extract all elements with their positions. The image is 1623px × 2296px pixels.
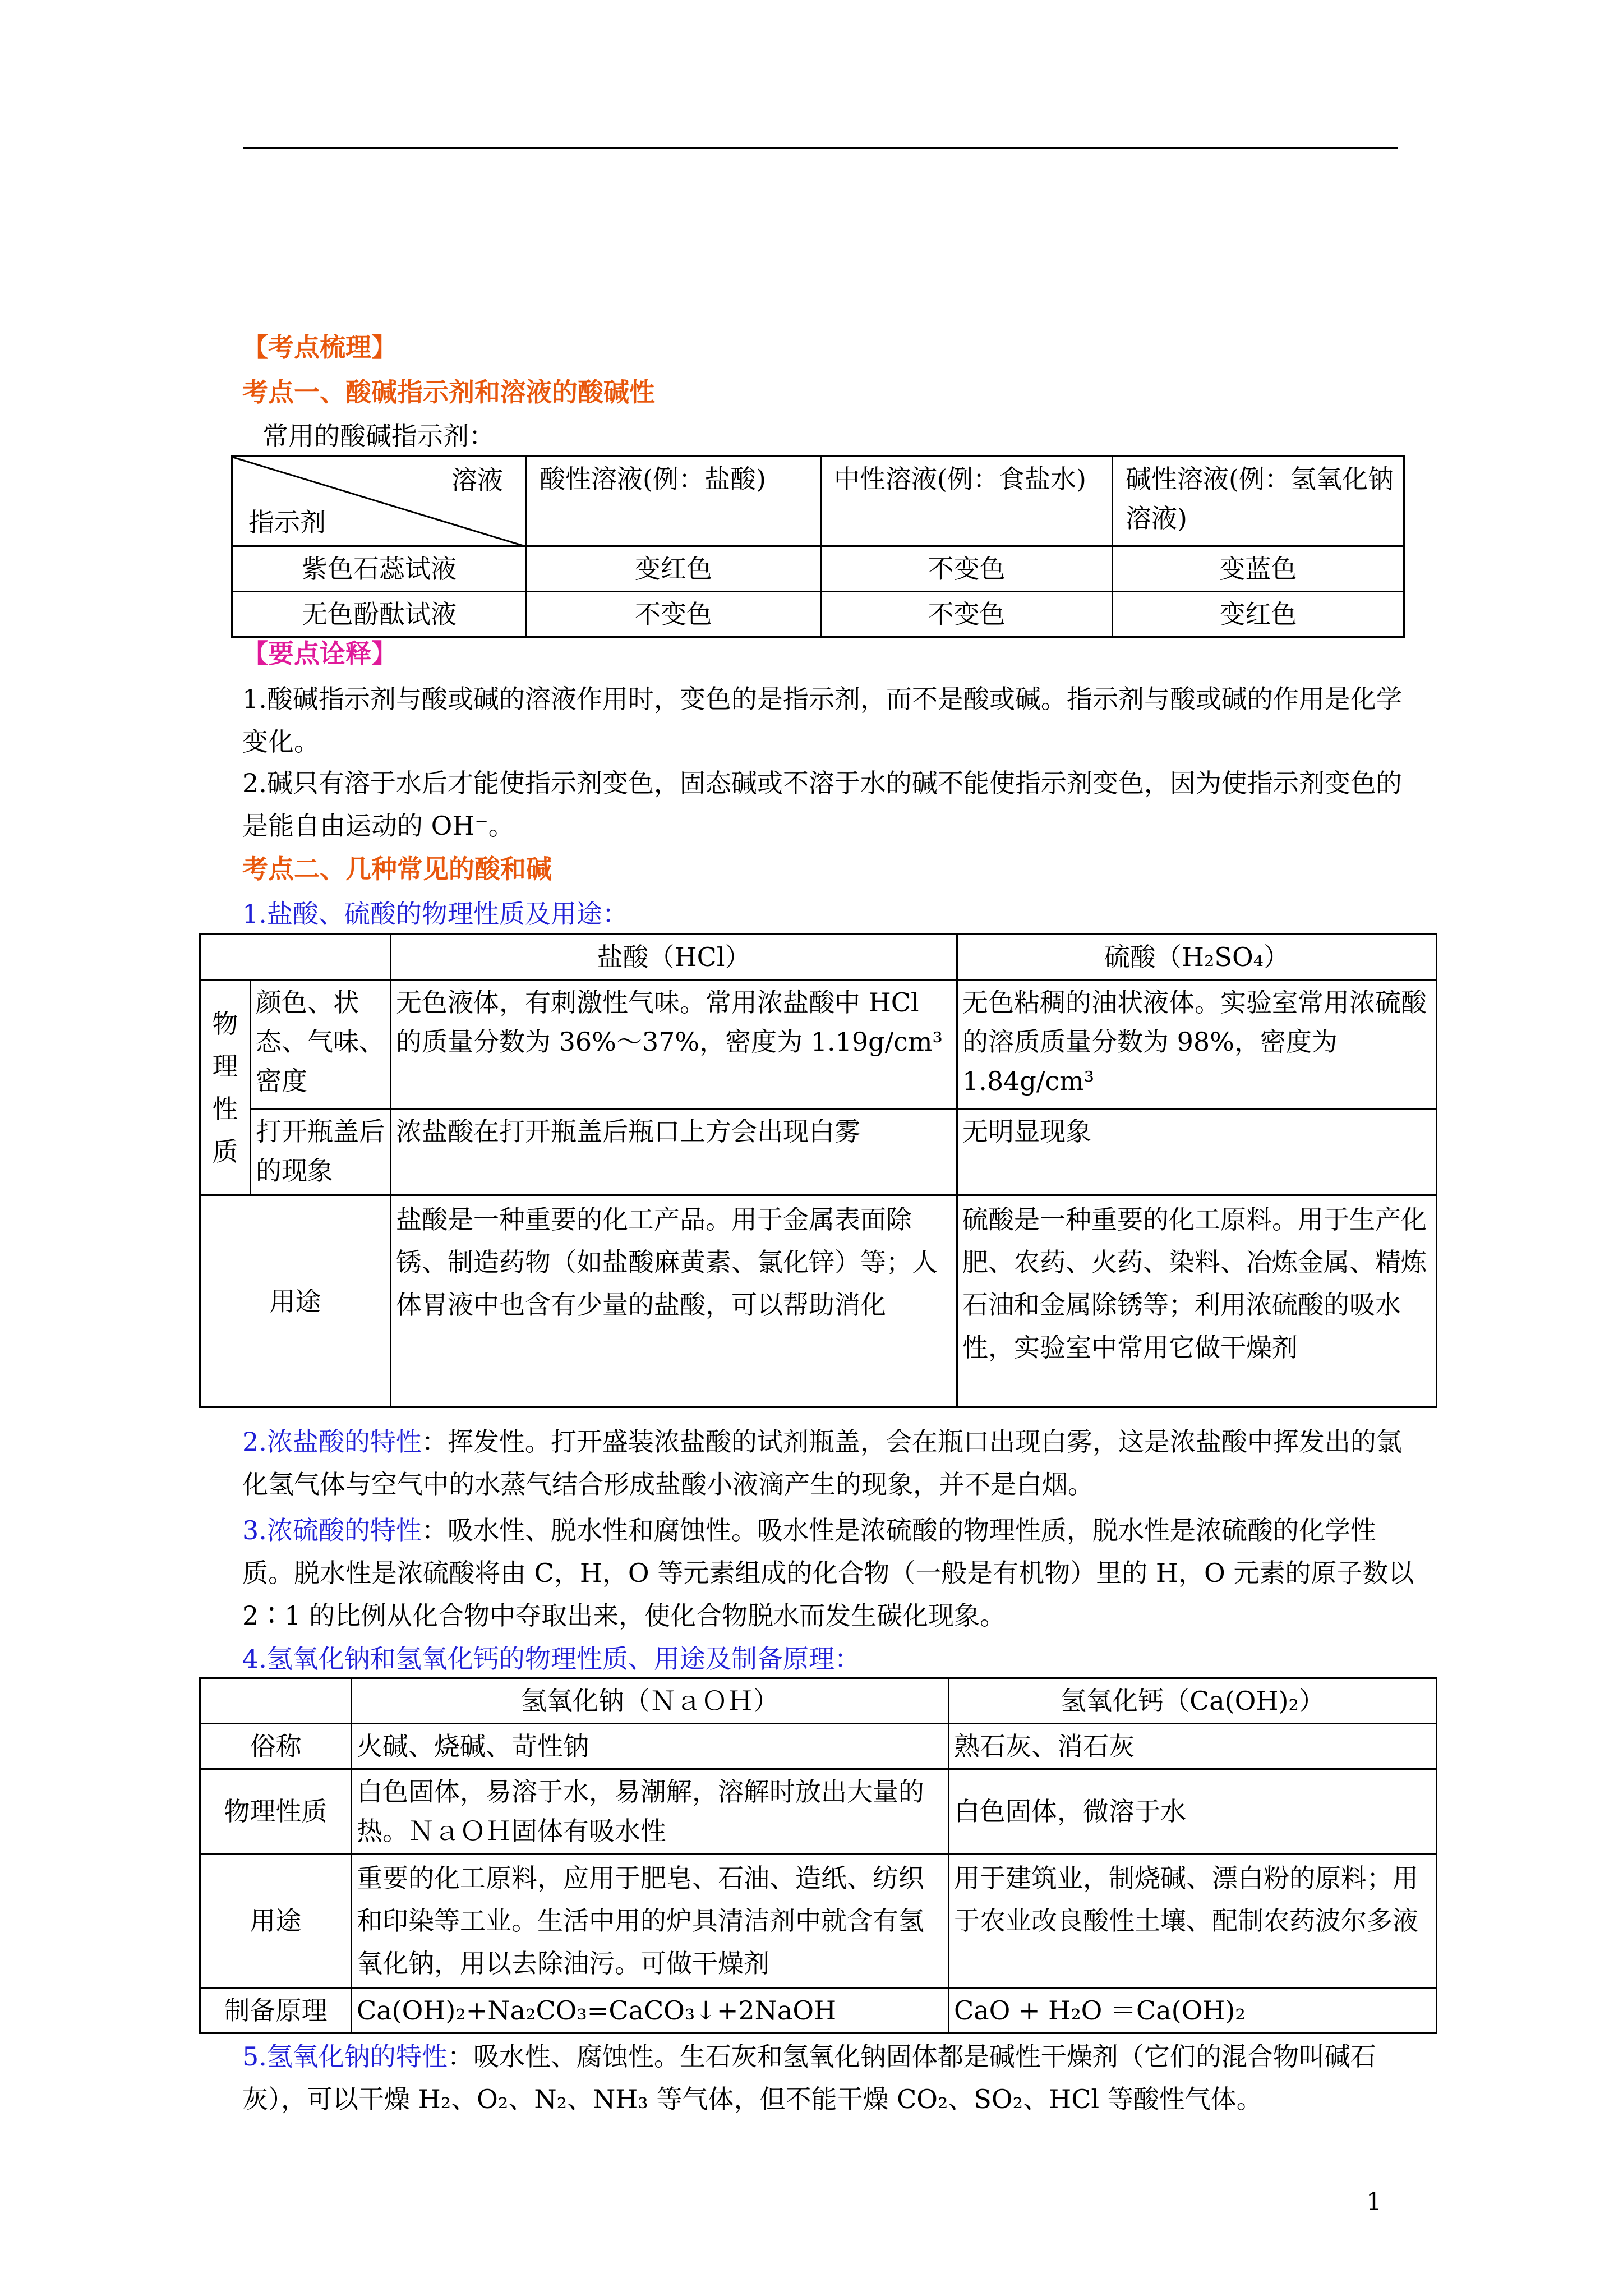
row-litmus-name: 紫色石蕊试液 — [232, 546, 527, 592]
para-h2so4-property — [242, 1509, 1414, 1637]
row-phenol-acid: 不变色 — [527, 592, 821, 637]
row-physical-naoh: 白色固体，易溶于水，易潮解，溶解时放出大量的热。ＮａＯＨ固体有吸水性 — [352, 1769, 949, 1854]
section-label: 【考点梳理】 — [242, 332, 397, 362]
row-appearance-label: 颜色、状态、气味、密度 — [251, 980, 391, 1109]
col-h2so4-header: 硫酸（H₂SO₄） — [957, 935, 1437, 980]
indicator-corner-cell — [232, 457, 527, 546]
row-physical-label: 物理性质 — [200, 1769, 352, 1854]
col-neutral-header: 中性溶液(例：食盐水) — [821, 457, 1113, 546]
row-prep-caoh: CaO + H₂O ＝Ca(OH)₂ — [949, 1988, 1437, 2033]
row-use-label-base: 用途 — [200, 1854, 352, 1988]
row-open-hcl: 浓盐酸在打开瓶盖后瓶口上方会出现白雾 — [391, 1109, 957, 1195]
row-physical-caoh: 白色固体，微溶于水 — [949, 1769, 1437, 1854]
row-litmus-base: 变蓝色 — [1113, 546, 1404, 592]
acid-table — [199, 933, 1437, 1408]
row-phenol-name: 无色酚酞试液 — [232, 592, 527, 637]
row-litmus-acid: 变红色 — [527, 546, 821, 592]
base-table — [199, 1677, 1437, 2034]
corner-top-label: 溶液 — [451, 465, 503, 495]
para-hcl-text: ：挥发性。打开盛装浓盐酸的试剂瓶盖，会在瓶口出现白雾，这是浓盐酸中挥发出的氯化氢气体与空气中的水蒸气结合形成盐酸小液滴产生的现象，并不是白烟。 — [242, 1427, 1402, 1499]
col-hcl-header: 盐酸（HCl） — [391, 935, 957, 980]
col-naoh-header: 氢氧化钠（ＮａＯＨ） — [352, 1678, 949, 1724]
page-number: 1 — [1366, 2188, 1382, 2216]
topic2-title: 考点二、几种常见的酸和碱 — [242, 854, 552, 884]
row-appearance-h2so4: 无色粘稠的油状液体。实验室常用浓硫酸的溶质质量分数为 98%，密度为 1.84g/cm³ — [957, 980, 1437, 1109]
row-use-naoh: 重要的化工原料，应用于肥皂、石油、造纸、纺织和印染等工业。生活中用的炉具清洁剂中就含有氢氧化钠，用以去除油污。可做干燥剂 — [352, 1854, 949, 1988]
acid-table-corner — [200, 935, 391, 980]
para-naoh-text: ：吸水性、腐蚀性。生石灰和氢氧化钠固体都是碱性干燥剂（它们的混合物叫碱石灰），可以干燥 H₂、O₂、N₂、NH₃ 等气体，但不能干燥 CO₂、SO₂、HCl 等酸性气体。 — [242, 2041, 1376, 2114]
row-use-caoh: 用于建筑业，制烧碱、漂白粉的原料；用于农业改良酸性土壤、配制农药波尔多液 — [949, 1854, 1437, 1988]
note-item-2: 2.碱只有溶于水后才能使指示剂变色，固态碱或不溶于水的碱不能使指示剂变色，因为使指示剂变色的是能自由运动的 OH⁻。 — [242, 768, 1402, 841]
topic1-intro: 常用的酸碱指示剂： — [262, 421, 495, 451]
para-hcl-label: 2.浓盐酸的特性 — [242, 1427, 422, 1457]
para-hcl-property — [242, 1420, 1414, 1506]
row-common-name-naoh: 火碱、烧碱、苛性钠 — [352, 1724, 949, 1769]
para-naoh-property — [242, 2035, 1414, 2120]
row-appearance-hcl: 无色液体，有刺激性气味。常用浓盐酸中 HCl 的质量分数为 36%～37%，密度为 1.19g/cm³ — [391, 980, 957, 1109]
row-prep-label: 制备原理 — [200, 1988, 352, 2033]
row-use-hcl: 盐酸是一种重要的化工产品。用于金属表面除锈、制造药物（如盐酸麻黄素、氯化锌）等；人体胃液中也含有少量的盐酸，可以帮助消化 — [391, 1195, 957, 1407]
para-naoh-label: 5.氢氧化钠的特性 — [242, 2041, 448, 2072]
row-phenol-base: 变红色 — [1113, 592, 1404, 637]
header-rule — [243, 147, 1398, 149]
note-item-1: 1.酸碱指示剂与酸或碱的溶液作用时，变色的是指示剂，而不是酸或碱。指示剂与酸或碱的作用是化学变化。 — [242, 684, 1402, 757]
topic2-sub4: 4.氢氧化钠和氢氧化钙的物理性质、用途及制备原理： — [242, 1644, 860, 1674]
topic2-sub1: 1.盐酸、硫酸的物理性质及用途： — [242, 899, 628, 929]
row-phenol-neutral: 不变色 — [821, 592, 1113, 637]
col-caoh-header: 氢氧化钙（Ca(OH)₂） — [949, 1678, 1437, 1724]
col-base-header: 碱性溶液(例：氢氧化钠溶液) — [1113, 457, 1404, 546]
row-use-label: 用途 — [200, 1195, 391, 1407]
row-use-h2so4: 硫酸是一种重要的化工原料。用于生产化肥、农药、火药、染料、冶炼金属、精炼石油和金属除锈等；利用浓硫酸的吸水性，实验室中常用它做干燥剂 — [957, 1195, 1437, 1407]
row-open-label: 打开瓶盖后的现象 — [251, 1109, 391, 1195]
row-common-name-label: 俗称 — [200, 1724, 352, 1769]
topic1-title: 考点一、酸碱指示剂和溶液的酸碱性 — [242, 377, 655, 407]
row-common-name-caoh: 熟石灰、消石灰 — [949, 1724, 1437, 1769]
corner-bottom-label: 指示剂 — [248, 507, 326, 537]
notes-title: 【要点诠释】 — [242, 638, 397, 669]
para-h2so4-label: 3.浓硫酸的特性 — [242, 1515, 422, 1545]
physical-group-label: 物理性质 — [200, 980, 251, 1195]
row-open-h2so4: 无明显现象 — [957, 1109, 1437, 1195]
row-litmus-neutral: 不变色 — [821, 546, 1113, 592]
base-table-corner — [200, 1678, 352, 1724]
para-h2so4-text: ：吸水性、脱水性和腐蚀性。吸水性是浓硫酸的物理性质，脱水性是浓硫酸的化学性质。脱水性是浓硫酸将由 C，H，O 等元素组成的化合物（一般是有机物）里的 H，O 元素的原子数以 2∶1 的比例从化合物中夺取出来，使化合物脱水而发生碳化现象。 — [242, 1515, 1414, 1631]
col-acid-header: 酸性溶液(例：盐酸) — [527, 457, 821, 546]
row-prep-naoh: Ca(OH)₂+Na₂CO₃=CaCO₃↓+2NaOH — [352, 1988, 949, 2033]
indicator-table — [231, 455, 1405, 638]
